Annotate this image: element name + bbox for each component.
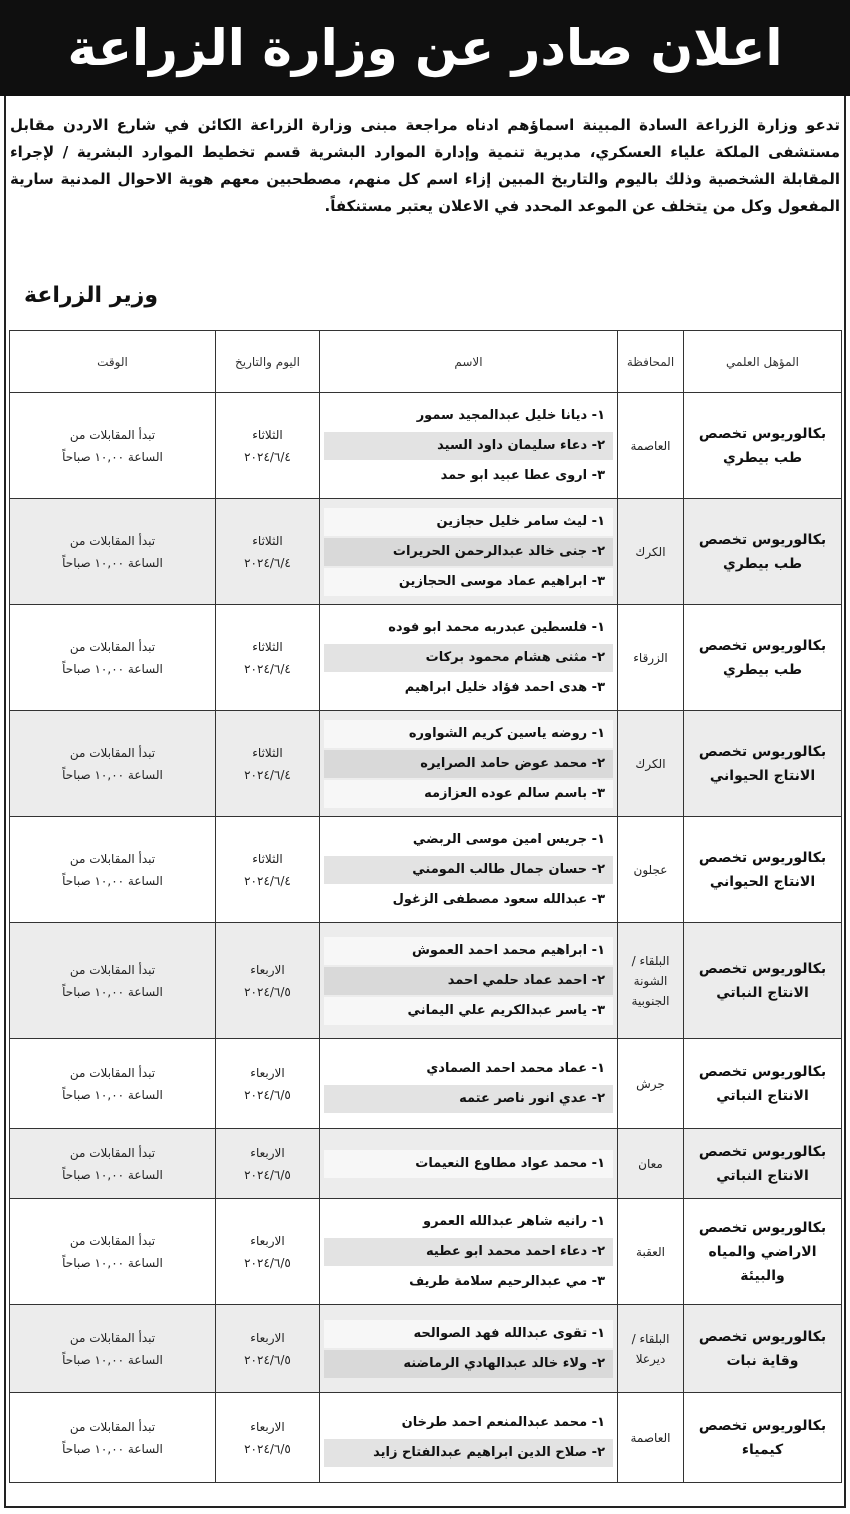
candidate-name: ٣- هدى احمد فؤاد خليل ابراهيم: [404, 680, 605, 695]
table-row: [10, 1199, 842, 1305]
interview-date: ٢٠٢٤/٦/٥: [244, 1255, 291, 1270]
names-cell: [320, 1305, 618, 1393]
candidate-name: ١- ديانا خليل عبدالمجيد سمور: [416, 408, 605, 423]
header-governorate: المحافظة: [618, 331, 684, 393]
time-cell: [10, 1199, 216, 1305]
names-cell: [320, 923, 618, 1039]
header-time: الوقت: [10, 331, 216, 393]
day-date-cell: [216, 1199, 320, 1305]
interview-time-start: تبدأ المقابلات من: [69, 1233, 156, 1248]
interview-date: ٢٠٢٤/٦/٤: [244, 661, 291, 676]
names-cell: [320, 1199, 618, 1305]
interview-day: الثلاثاء: [252, 851, 283, 866]
candidate-name: ١- فلسطين عبدربه محمد ابو فوده: [388, 620, 605, 635]
interview-time-hour: الساعة ١٠,٠٠ صباحاً: [62, 873, 163, 888]
candidate-name: ٢- صلاح الدين ابراهيم عبدالفتاح زايد: [324, 1439, 613, 1467]
table-row: [10, 817, 842, 923]
interview-day: الثلاثاء: [252, 639, 283, 654]
table-row: [10, 1305, 842, 1393]
interview-date: ٢٠٢٤/٦/٤: [244, 873, 291, 888]
qualification-cell: بكالوريوس تخصص الانتاج الحيواني: [684, 711, 842, 817]
time-cell: [10, 393, 216, 499]
interview-time-hour: الساعة ١٠,٠٠ صباحاً: [62, 1167, 163, 1182]
governorate-cell: العاصمة: [618, 1393, 684, 1483]
candidate-name: ١- عماد محمد احمد الصمادي: [426, 1061, 605, 1076]
day-date-cell: [216, 923, 320, 1039]
interview-day: الاربعاء: [250, 1233, 285, 1248]
interview-date: ٢٠٢٤/٦/٥: [244, 984, 291, 999]
interview-day: الاربعاء: [250, 1065, 285, 1080]
time-cell: [10, 1039, 216, 1129]
qualification-cell: بكالوريوس تخصص الانتاج النباتي: [684, 1039, 842, 1129]
interview-day: الثلاثاء: [252, 533, 283, 548]
names-cell: [320, 1129, 618, 1199]
candidate-name: ١- محمد عبدالمنعم احمد طرخان: [401, 1415, 605, 1430]
interview-day: الاربعاء: [250, 1145, 285, 1160]
day-date-cell: [216, 711, 320, 817]
candidate-name: ٢- دعاء احمد محمد ابو عطيه: [324, 1238, 613, 1266]
interview-time-start: تبدأ المقابلات من: [69, 1145, 156, 1160]
day-date-cell: [216, 1129, 320, 1199]
candidate-name: ٢- احمد عماد حلمي احمد: [324, 967, 613, 995]
time-cell: [10, 1393, 216, 1483]
interview-date: ٢٠٢٤/٦/٥: [244, 1352, 291, 1367]
interview-time-start: تبدأ المقابلات من: [69, 427, 156, 442]
candidate-name: ١- روضه ياسين كريم الشواوره: [324, 720, 613, 748]
day-date-cell: [216, 605, 320, 711]
candidate-name: ٣- عبدالله سعود مصطفى الزغول: [392, 892, 605, 907]
day-date-cell: [216, 393, 320, 499]
interview-time-hour: الساعة ١٠,٠٠ صباحاً: [62, 767, 163, 782]
signature-minister: وزير الزراعة: [23, 283, 158, 308]
candidate-name: ٢- جنى خالد عبدالرحمن الحريرات: [324, 538, 613, 566]
names-cell: [320, 393, 618, 499]
page-title: اعلان صادر عن وزارة الزراعة: [67, 19, 783, 77]
table-row: [10, 1039, 842, 1129]
qualification-cell: بكالوريوس تخصص وقاية نبات: [684, 1305, 842, 1393]
qualification-cell: بكالوريوس تخصص الانتاج النباتي: [684, 1129, 842, 1199]
table-row: [10, 605, 842, 711]
interview-time-hour: الساعة ١٠,٠٠ صباحاً: [62, 449, 163, 464]
qualification-cell: بكالوريوس تخصص طب بيطري: [684, 499, 842, 605]
interview-time-start: تبدأ المقابلات من: [69, 1330, 156, 1345]
interview-time-start: تبدأ المقابلات من: [69, 851, 156, 866]
candidates-table: [9, 330, 842, 1483]
time-cell: [10, 923, 216, 1039]
table-row: [10, 711, 842, 817]
time-cell: [10, 711, 216, 817]
names-cell: [320, 817, 618, 923]
names-cell: [320, 1039, 618, 1129]
qualification-cell: بكالوريوس تخصص الانتاج الحيواني: [684, 817, 842, 923]
qualification-cell: بكالوريوس تخصص طب بيطري: [684, 393, 842, 499]
interview-time-start: تبدأ المقابلات من: [69, 1065, 156, 1080]
candidate-name: ٣- مي عبدالرحيم سلامة طريف: [409, 1274, 605, 1289]
day-date-cell: [216, 817, 320, 923]
interview-time-start: تبدأ المقابلات من: [69, 1419, 156, 1434]
candidate-name: ٢- محمد عوض حامد الصرايره: [324, 750, 613, 778]
time-cell: [10, 499, 216, 605]
interview-day: الاربعاء: [250, 1330, 285, 1345]
governorate-cell: الكرك: [618, 711, 684, 817]
header-day-date: اليوم والتاريخ: [216, 331, 320, 393]
governorate-cell: جرش: [618, 1039, 684, 1129]
interview-day: الاربعاء: [250, 1419, 285, 1434]
qualification-cell: بكالوريوس تخصص الاراضي والمياه والبيئة: [684, 1199, 842, 1305]
candidate-name: ٣- باسم سالم عوده العزازمه: [324, 780, 613, 808]
day-date-cell: [216, 1039, 320, 1129]
governorate-cell: البلقاء / ديرعلا: [618, 1305, 684, 1393]
candidate-name: ١- رانيه شاهر عبدالله العمرو: [423, 1214, 605, 1229]
interview-time-start: تبدأ المقابلات من: [69, 639, 156, 654]
interview-time-start: تبدأ المقابلات من: [69, 962, 156, 977]
candidate-name: ١- ليث سامر خليل حجازين: [324, 508, 613, 536]
interview-date: ٢٠٢٤/٦/٤: [244, 449, 291, 464]
interview-time-hour: الساعة ١٠,٠٠ صباحاً: [62, 1441, 163, 1456]
interview-day: الثلاثاء: [252, 745, 283, 760]
interview-time-hour: الساعة ١٠,٠٠ صباحاً: [62, 1352, 163, 1367]
governorate-cell: البلقاء / الشونة الجنوبية: [618, 923, 684, 1039]
candidate-name: ١- تقوى عبدالله فهد الصوالحه: [324, 1320, 613, 1348]
table-row: [10, 499, 842, 605]
candidate-name: ٢- حسان جمال طالب المومني: [324, 856, 613, 884]
header-qualification: المؤهل العلمي: [684, 331, 842, 393]
interview-day: الاربعاء: [250, 962, 285, 977]
table-row: [10, 1129, 842, 1199]
candidate-name: ١- جريس امين موسى الربضي: [412, 832, 605, 847]
governorate-cell: العقبة: [618, 1199, 684, 1305]
interview-day: الثلاثاء: [252, 427, 283, 442]
candidate-name: ٣- اروى عطا عبيد ابو حمد: [440, 468, 605, 483]
candidate-name: ٣- ياسر عبدالكريم علي اليماني: [324, 997, 613, 1025]
day-date-cell: [216, 1305, 320, 1393]
interview-time-hour: الساعة ١٠,٠٠ صباحاً: [62, 1255, 163, 1270]
governorate-cell: الكرك: [618, 499, 684, 605]
table-row: [10, 923, 842, 1039]
page-title-banner: [0, 0, 850, 96]
interview-time-start: تبدأ المقابلات من: [69, 745, 156, 760]
interview-date: ٢٠٢٤/٦/٤: [244, 767, 291, 782]
qualification-cell: بكالوريوس تخصص الانتاج النباتي: [684, 923, 842, 1039]
governorate-cell: الزرقاء: [618, 605, 684, 711]
governorate-cell: العاصمة: [618, 393, 684, 499]
names-cell: [320, 605, 618, 711]
time-cell: [10, 1305, 216, 1393]
candidate-name: ٢- دعاء سليمان داود السيد: [324, 432, 613, 460]
interview-time-hour: الساعة ١٠,٠٠ صباحاً: [62, 661, 163, 676]
candidate-name: ٢- ولاء خالد عبدالهادي الرماضنه: [324, 1350, 613, 1378]
qualification-cell: بكالوريوس تخصص كيمياء: [684, 1393, 842, 1483]
names-cell: [320, 711, 618, 817]
interview-time-hour: الساعة ١٠,٠٠ صباحاً: [62, 555, 163, 570]
table-body: [10, 393, 842, 1483]
governorate-cell: عجلون: [618, 817, 684, 923]
candidate-name: ٣- ابراهيم عماد موسى الحجازين: [324, 568, 613, 596]
names-cell: [320, 1393, 618, 1483]
candidate-name: ٢- عدي انور ناصر عتمه: [324, 1085, 613, 1113]
interview-date: ٢٠٢٤/٦/٤: [244, 555, 291, 570]
time-cell: [10, 1129, 216, 1199]
candidate-name: ١- محمد عواد مطاوع النعيمات: [324, 1150, 613, 1178]
interview-date: ٢٠٢٤/٦/٥: [244, 1087, 291, 1102]
governorate-cell: معان: [618, 1129, 684, 1199]
intro-paragraph: تدعو وزارة الزراعة السادة المبينة اسماؤهم ادناه مراجعة مبنى وزارة الزراعة الكائن في شارع الاردن مقابل مستشفى الملكة علياء العسكري، مديرية تنمية وإدارة الموارد البشرية قسم تخطيط الموارد البشرية / لإجراء المقابلة الشخصية وذلك باليوم والتاريخ المبين إزاء اسم كل منهم، مصطحبين معهم هوية الاحوال المدنية سارية المفعول وكل من يتخلف عن الموعد المحدد في الاعلان يعتبر مستنكفاً.: [10, 116, 840, 215]
names-cell: [320, 499, 618, 605]
interview-date: ٢٠٢٤/٦/٥: [244, 1167, 291, 1182]
table-header-row: [10, 331, 842, 393]
candidate-name: ١- ابراهيم محمد احمد العموش: [324, 937, 613, 965]
interview-date: ٢٠٢٤/٦/٥: [244, 1441, 291, 1456]
table-row: [10, 1393, 842, 1483]
time-cell: [10, 605, 216, 711]
interview-time-hour: الساعة ١٠,٠٠ صباحاً: [62, 984, 163, 999]
day-date-cell: [216, 1393, 320, 1483]
table-row: [10, 393, 842, 499]
interview-time-hour: الساعة ١٠,٠٠ صباحاً: [62, 1087, 163, 1102]
header-name: الاسم: [320, 331, 618, 393]
qualification-cell: بكالوريوس تخصص طب بيطري: [684, 605, 842, 711]
day-date-cell: [216, 499, 320, 605]
time-cell: [10, 817, 216, 923]
candidate-name: ٢- مثنى هشام محمود بركات: [324, 644, 613, 672]
interview-time-start: تبدأ المقابلات من: [69, 533, 156, 548]
